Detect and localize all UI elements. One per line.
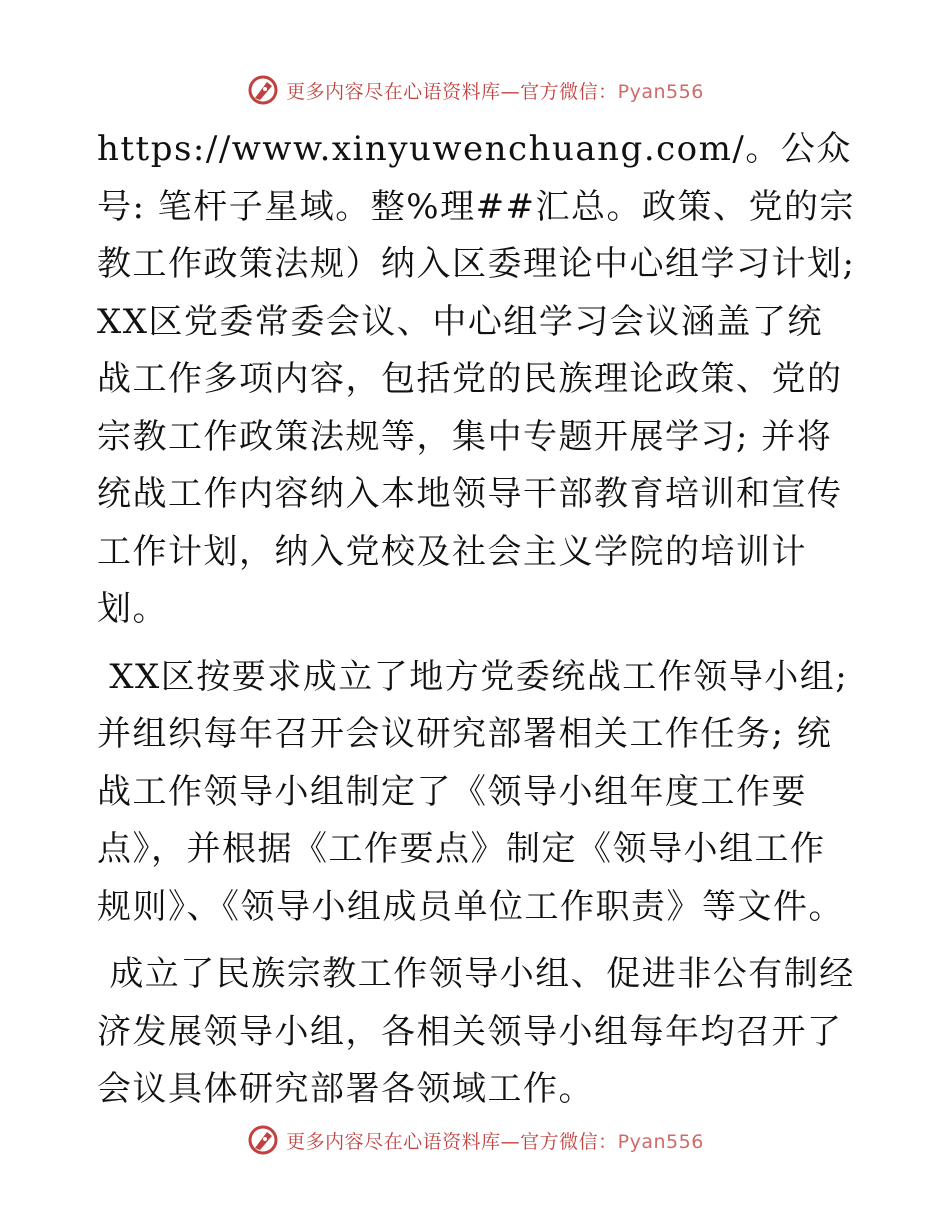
paragraph-1: https://www.xinyuwenchuang.com/。公众号: 笔杆子星域。整%理##汇总。政策、党的宗教工作政策法规）纳入区委理论中心组学习计划; XX区党委常委会议、中心组学习会议涵盖了统战工作多项内容，包括党的民族理论政策、党的宗教工作政策法规等，集中专题开展学习; 并将统战工作内容纳入本地领导干部教育培训和宣传工作计划，纳入党校及社会主义学院的培训计划。 — [97, 129, 868, 629]
document-body — [97, 121, 868, 1129]
pen-nib-circle-icon — [246, 73, 280, 107]
watermark-text: 更多内容尽在心语资料库—官方微信：Pyan556 — [286, 80, 704, 103]
header-watermark — [0, 70, 950, 110]
paragraph-2: XX区按要求成立了地方党委统战工作领导小组; 并组织每年召开会议研究部署相关工作任务; 统战工作领导小组制定了《领导小组年度工作要点》，并根据《工作要点》制定《领导小组工作规则》、《领导小组成员单位工作职责》等文件。 — [97, 656, 861, 927]
footer-watermark — [0, 1120, 950, 1160]
watermark-text: 更多内容尽在心语资料库—官方微信：Pyan556 — [286, 1130, 704, 1153]
pen-nib-circle-icon — [246, 1123, 280, 1157]
paragraph-3: 成立了民族宗教工作领导小组、促进非公有制经济发展领导小组，各相关领导小组每年均召开了会议具体研究部署各领域工作。 — [97, 954, 855, 1109]
